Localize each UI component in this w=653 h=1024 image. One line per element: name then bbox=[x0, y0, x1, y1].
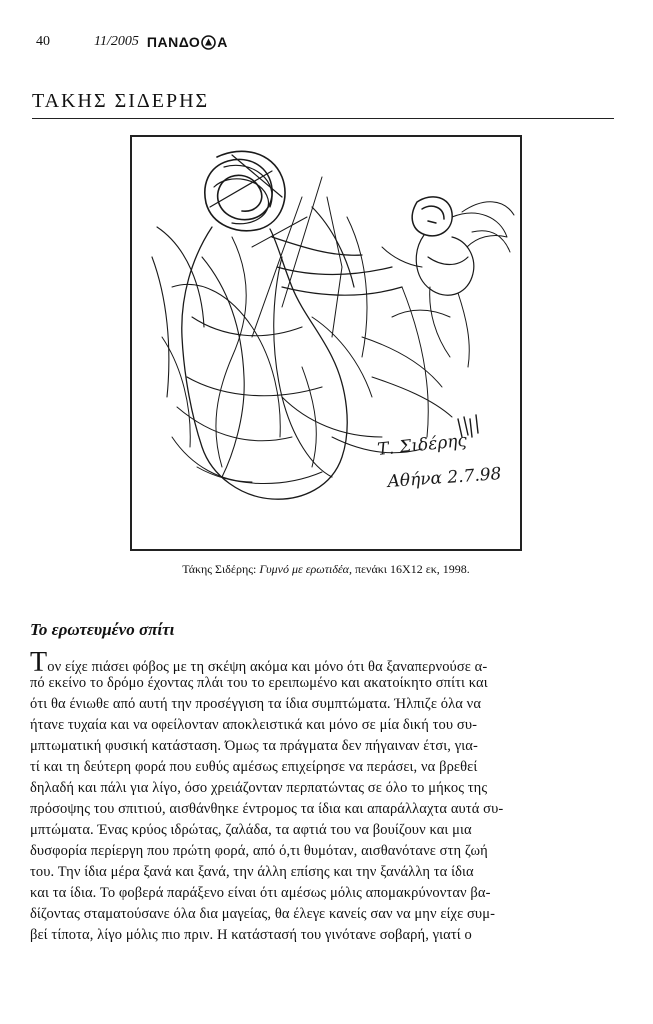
body-line: ήτανε τυχαία και να οφείλονταν αποκλειστικά και μόνο σε μία δική του συ- bbox=[30, 717, 478, 733]
body-line: τί και τη δεύτερη φορά που ευθύς αμέσως επιχείρησε να περάσει, να βρεθεί bbox=[30, 759, 478, 775]
artwork-sketch bbox=[130, 135, 522, 551]
body-line: πό εκείνο το δρόμο έχοντας πλάι του το ερειπωμένο και ακατοίκητο σπίτι και bbox=[30, 675, 488, 691]
section-title: Το ερωτευμένο σπίτι bbox=[30, 620, 175, 639]
artwork-caption bbox=[130, 562, 522, 577]
body-line bbox=[30, 647, 634, 678]
page-number: 40 bbox=[36, 34, 50, 49]
artist-signature: Τ. Σιδέρης bbox=[376, 430, 468, 460]
body-line: μπτώματα. Ένας κρύος ιδρώτας, ζαλάδα, τα αφτιά του να βουίζουν και μια bbox=[30, 822, 472, 838]
caption-prefix: Τάκης Σιδέρης: bbox=[182, 562, 260, 576]
body-line: πρόσοψης του σπιτιού, αισθάνθηκε έντρομος τα ίδια και απαράλλαχτα αυτά συ- bbox=[30, 801, 504, 817]
magazine-logo bbox=[147, 34, 228, 50]
running-header bbox=[36, 30, 228, 54]
body-line: βεί τίποτα, λίγο μόλις πιο πριν. Η κατάστασή του γινότανε σοβαρή, γιατί ο bbox=[30, 927, 472, 943]
heading-divider bbox=[32, 118, 614, 119]
body-line: ότι θα ένιωθε από αυτή την προσέγγιση τα ίδια συμπτώματα. Ήλπιζε όλα να bbox=[30, 696, 482, 712]
logo-text-left: ΠΑΝΔΟ bbox=[146, 34, 201, 50]
author-heading: ΤΑΚΗΣ ΣΙΔΕΡΗΣ bbox=[32, 90, 210, 112]
body-line: δυσφορία περίεργη που πρώτη φορά, από ό,τι θυμόταν, αισθανότανε στη ζωή bbox=[30, 843, 488, 859]
body-line: μπτωματική φυσική κατάσταση. Όμως τα πράγματα δεν πήγαιναν έτσι, για- bbox=[30, 738, 478, 754]
body-line: δίζοντας σταματούσανε όλα δια μαγείας, θα έλεγε κανείς σαν να μην είχε συμ- bbox=[30, 906, 495, 922]
body-line: του. Την ίδια μέρα ξανά και ξανά, την άλλη επίσης και την ξανάλλη τα ίδια bbox=[30, 864, 474, 880]
body-line: δηλαδή και πάλι για λίγο, όσο χρειάζονταν περπατώντας σε όλο το μήκος της bbox=[30, 780, 488, 796]
signature-date: Αθήνα 2.7.98 bbox=[386, 464, 503, 492]
article-body bbox=[30, 647, 634, 946]
drop-cap: Τ bbox=[30, 647, 48, 678]
body-line: και τα ίδια. Το φοβερά παράξενο είναι ότι αμέσως μόλις απομακρύνονταν βα- bbox=[30, 885, 491, 901]
caption-details: πενάκι 16Χ12 εκ, 1998. bbox=[351, 562, 470, 576]
issue-date: 11/2005 bbox=[94, 34, 139, 49]
caption-title: Γυμνό με ερωτιδέα, bbox=[259, 562, 352, 576]
logo-emblem-icon bbox=[201, 35, 216, 50]
body-line-text: ον είχε πιάσει φόβος με τη σκέψη ακόμα και μόνο ότι θα ξαναπερνούσε α- bbox=[47, 659, 488, 675]
logo-text-right: Α bbox=[217, 34, 228, 50]
ink-sketch-drawing bbox=[132, 137, 520, 549]
